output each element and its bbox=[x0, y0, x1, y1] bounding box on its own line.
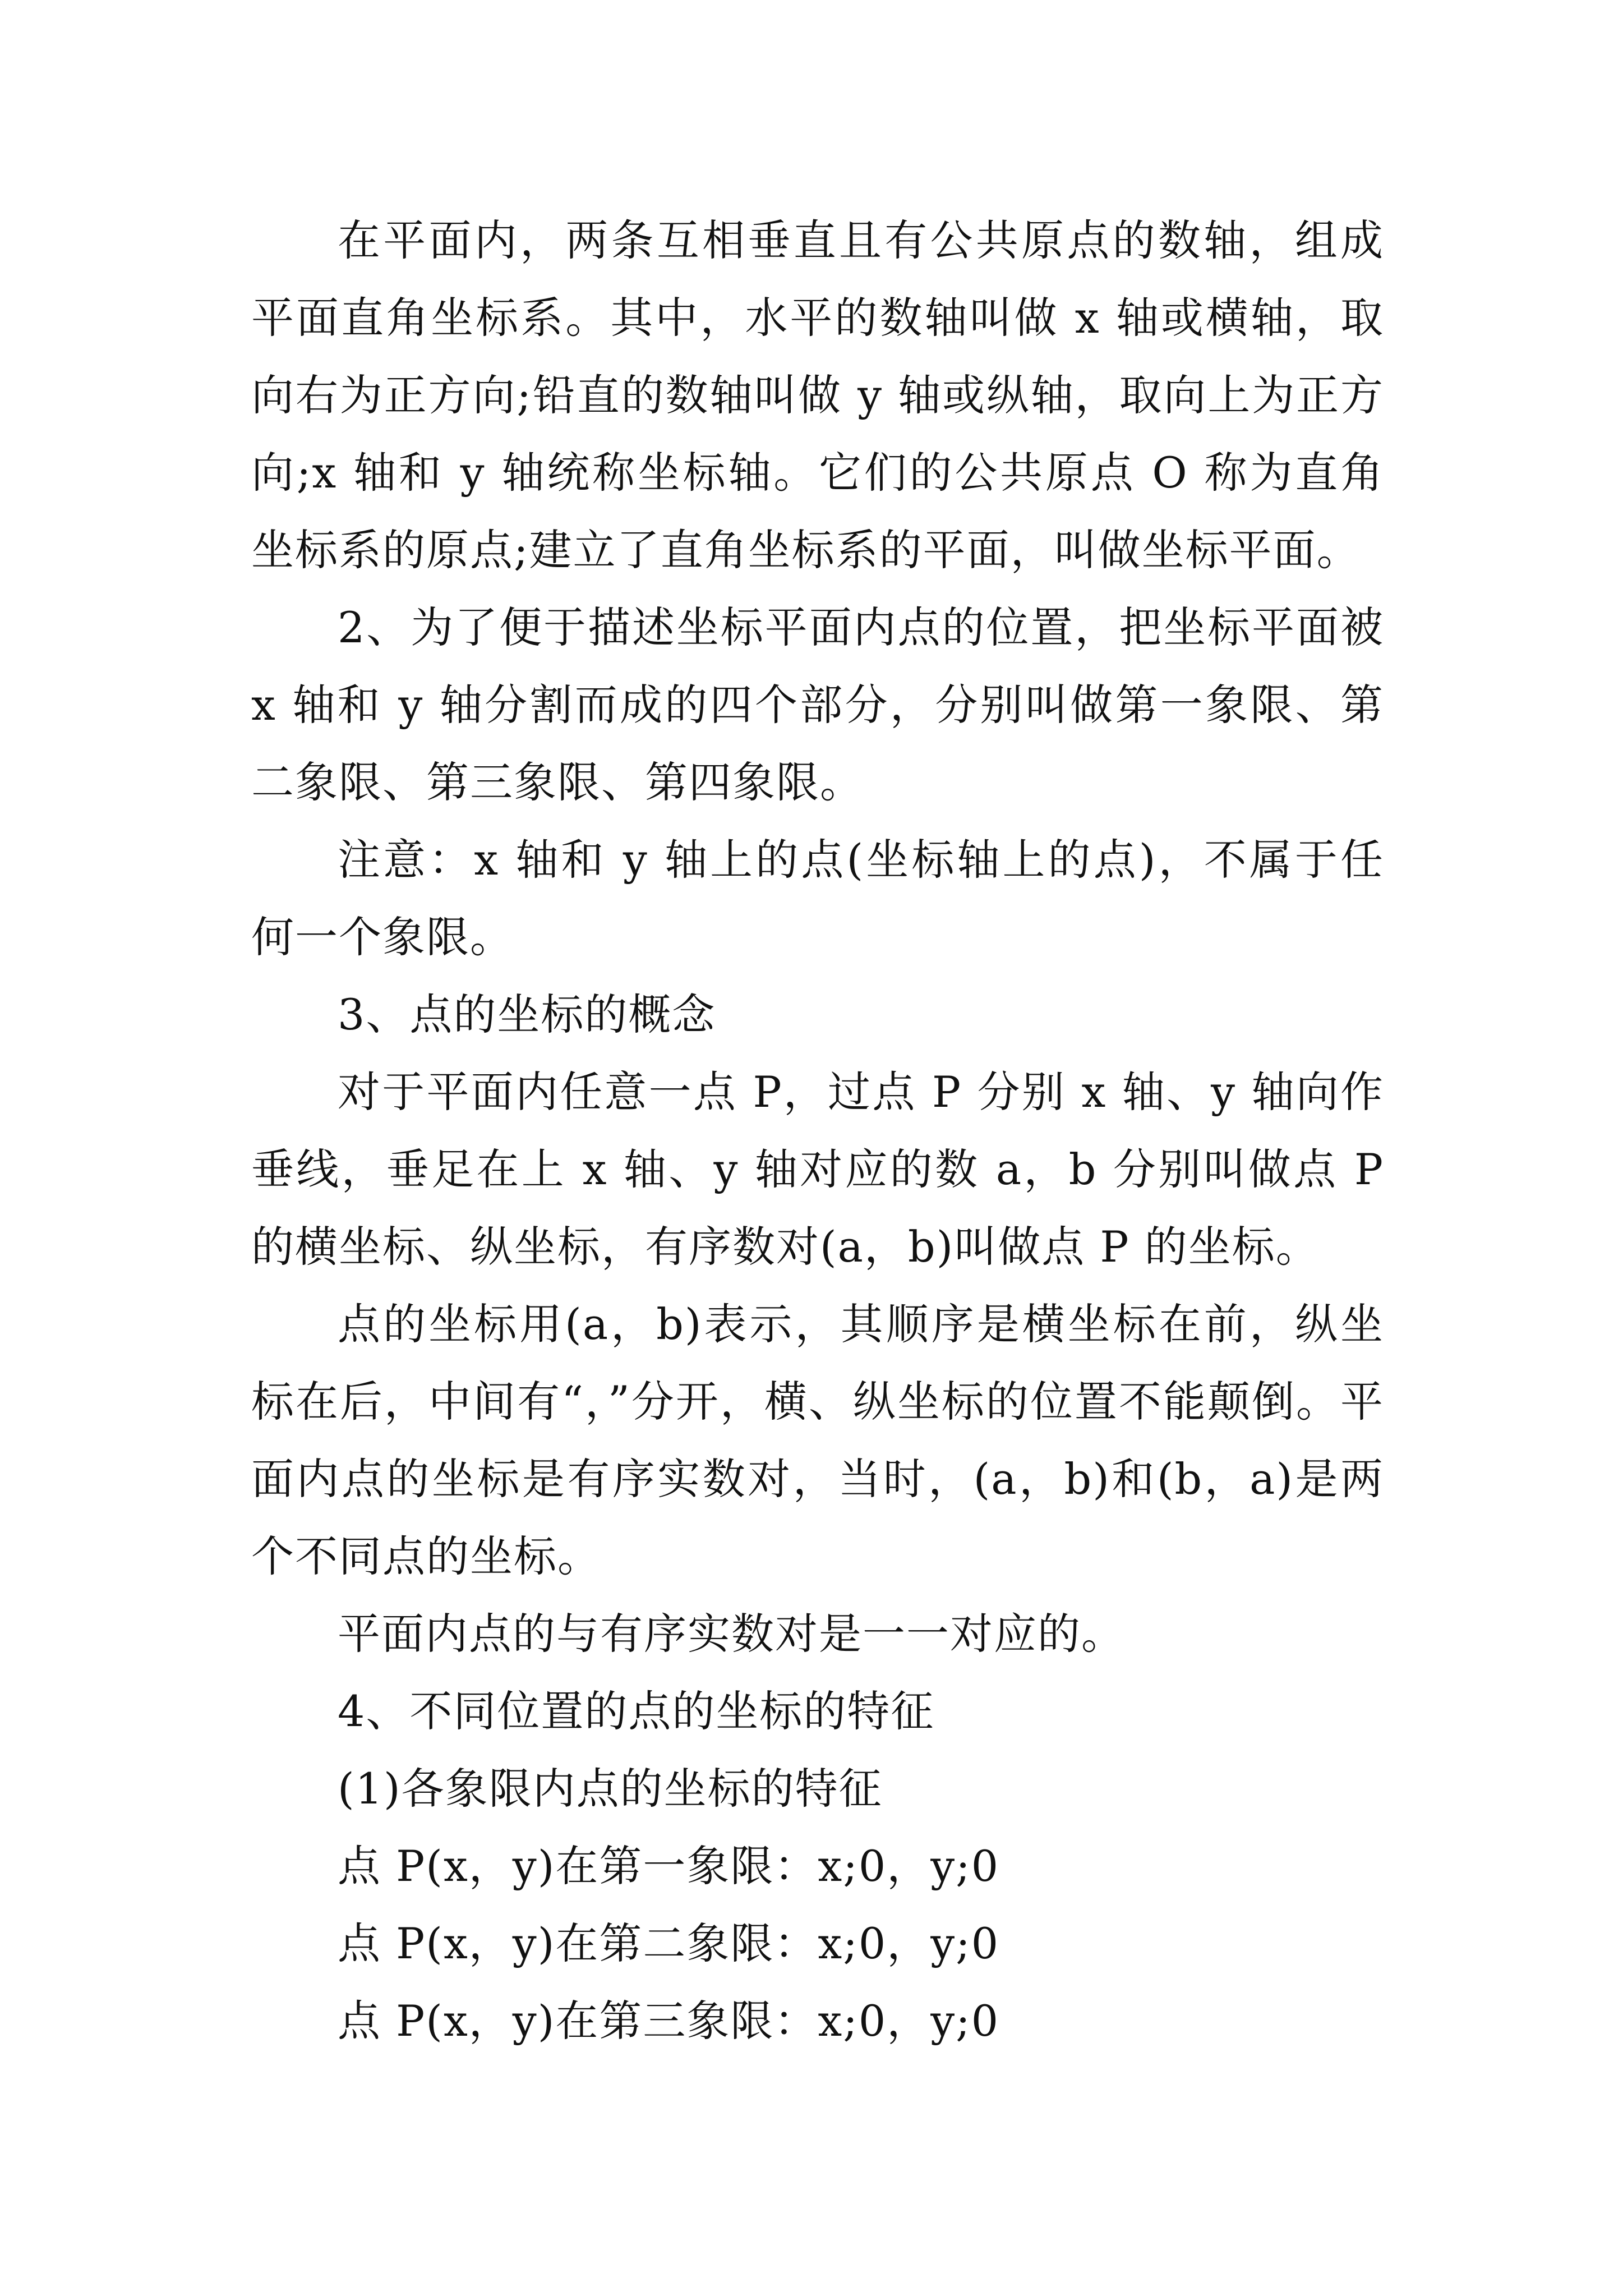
document-body bbox=[251, 202, 1384, 2060]
paragraph-quadrants: 2、为了便于描述坐标平面内点的位置，把坐标平面被 x 轴和 y 轴分割而成的四个部分，分别叫做第一象限、第二象限、第三象限、第四象限。 bbox=[251, 602, 1384, 807]
paragraph-one-to-one: 平面内点的与有序实数对是一一对应的。 bbox=[338, 1609, 1125, 1659]
paragraph-ordered-pair: 点的坐标用(a，b)表示，其顺序是横坐标在前，纵坐标在后，中间有“，”分开，横、纵坐标的位置不能颠倒。平面内点的坐标是有序实数对，当时，(a，b)和(b，a)是两个不同点的坐标。 bbox=[251, 1299, 1384, 1581]
list-item-third-quadrant: 点 P(x，y)在第三象限：x;0，y;0 bbox=[338, 1996, 1000, 2046]
paragraph-coordinate-system-definition: 在平面内，两条互相垂直且有公共原点的数轴，组成平面直角坐标系。其中，水平的数轴叫做 x 轴或横轴，取向右为正方向;铅直的数轴叫做 y 轴或纵轴，取向上为正方向;x 轴和 y 轴统称坐标轴。它们的公共原点 O 称为直角坐标系的原点;建立了直角坐标系的平面，叫做坐标平面。 bbox=[251, 215, 1384, 575]
paragraph-point-coordinates-definition: 对于平面内任意一点 P，过点 P 分别 x 轴、y 轴向作垂线，垂足在上 x 轴、y 轴对应的数 a，b 分别叫做点 P 的横坐标、纵坐标，有序数对(a，b)叫做点 P 的坐标。 bbox=[251, 1067, 1384, 1272]
section-heading-coordinate-features: 4、不同位置的点的坐标的特征 bbox=[338, 1686, 935, 1736]
list-item-first-quadrant: 点 P(x，y)在第一象限：x;0，y;0 bbox=[338, 1841, 1000, 1891]
list-item-second-quadrant: 点 P(x，y)在第二象限：x;0，y;0 bbox=[338, 1918, 1000, 1968]
section-heading-point-coordinates: 3、点的坐标的概念 bbox=[338, 990, 716, 1039]
paragraph-note: 注意：x 轴和 y 轴上的点(坐标轴上的点)，不属于任何一个象限。 bbox=[251, 835, 1384, 962]
subheading-quadrant-features: (1)各象限内点的坐标的特征 bbox=[338, 1764, 883, 1814]
